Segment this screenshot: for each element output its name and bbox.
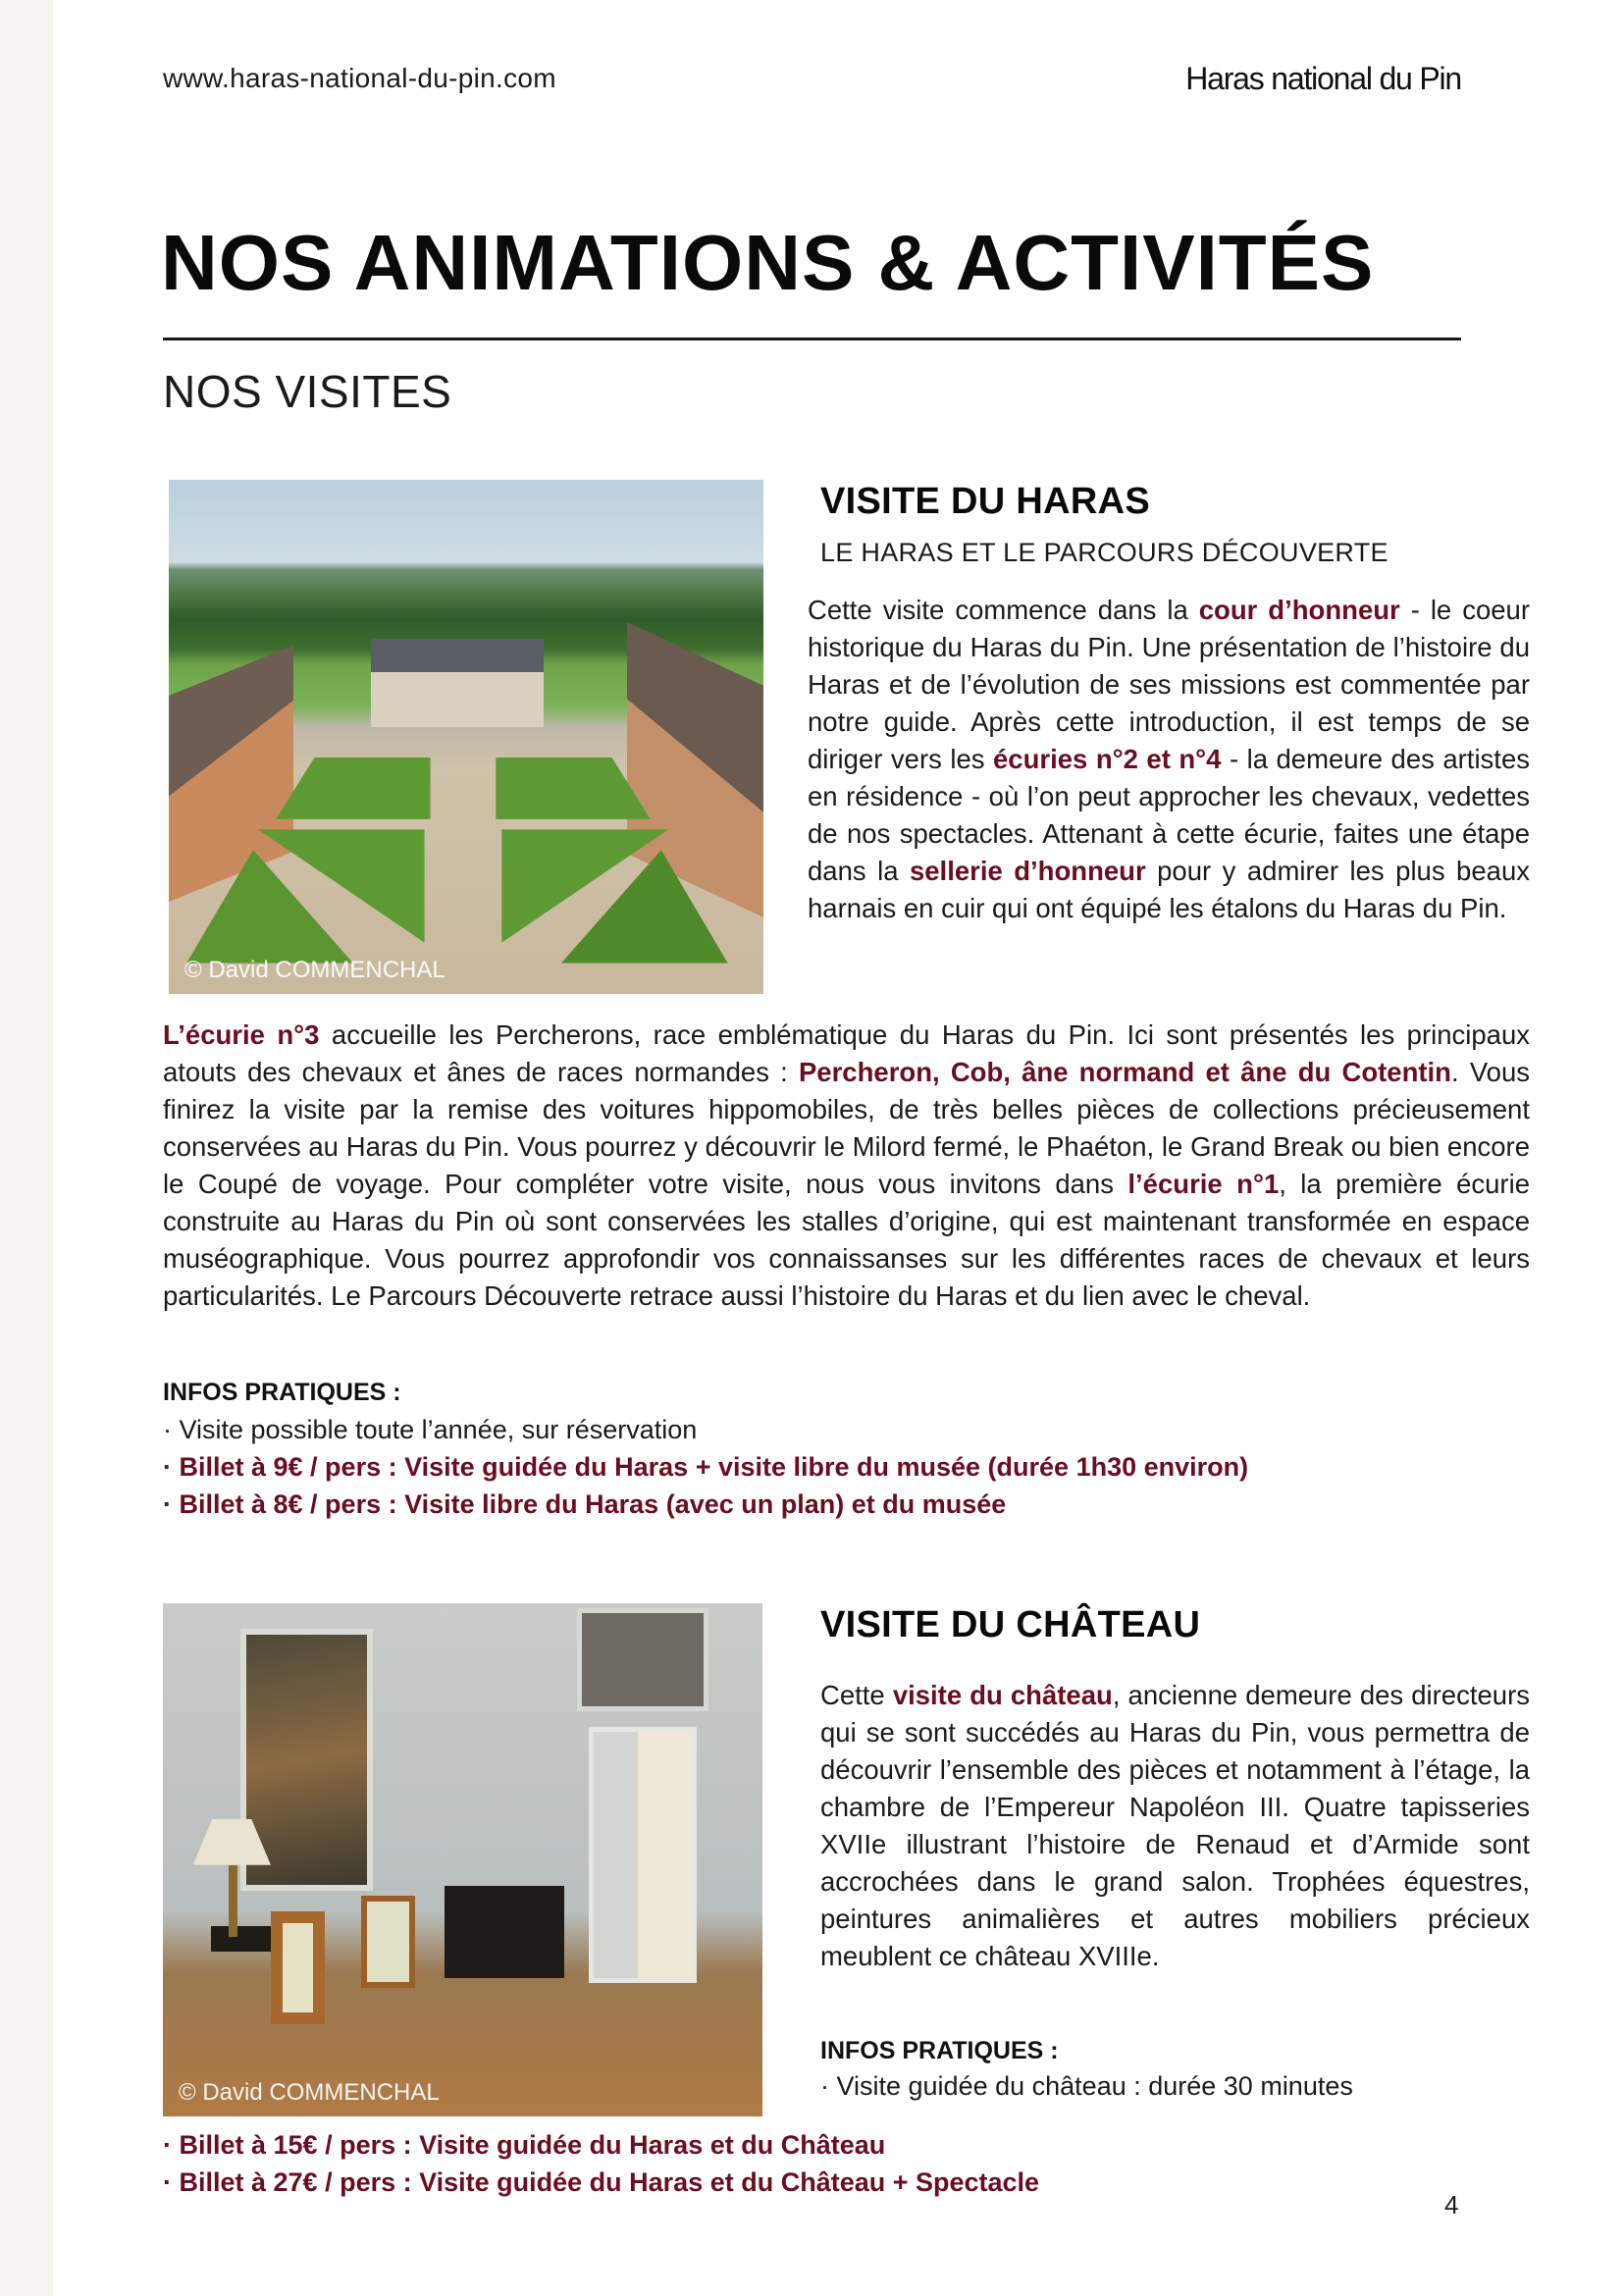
photo-stable-wing-left bbox=[169, 646, 293, 902]
haras-aerial-photo bbox=[169, 480, 763, 994]
photo-lawn bbox=[276, 757, 431, 819]
highlighted-term: visite du château bbox=[892, 1680, 1113, 1710]
highlighted-term: cour d’honneur bbox=[1198, 595, 1400, 625]
chateau-interior-photo bbox=[163, 1603, 762, 2116]
ticket-price-line: · Billet à 15€ / pers : Visite guidée du Haras et du Château bbox=[163, 2130, 886, 2160]
page-number: 4 bbox=[1444, 2190, 1459, 2219]
chateau-body-paragraph bbox=[820, 1677, 1530, 1975]
paragraph-text: . Vous finirez la visite par la remise des voitures hippomobiles, de très belles pièces de collections précieusement conservées au Haras du Pin. Vous pourrez y découvrir le Milord fermé, le Phaéton, le Grand Break ou bien encore le Coupé de voyage. Pour compléter votre visite, nous vous invitons dans bbox=[163, 1057, 1530, 1199]
paragraph-text: pour y admirer les plus beaux harnais en cuir qui ont équipé les étalons du Haras du Pin. bbox=[808, 856, 1530, 923]
chateau-infos-label: INFOS PRATIQUES : bbox=[820, 2037, 1059, 2064]
title-divider bbox=[163, 338, 1461, 340]
paragraph-text: - la demeure des artistes en résidence - où l’on peut approcher les chevaux, vedettes de nos spectacles. Attenant à cette écurie, faites une étape dans la bbox=[808, 744, 1530, 886]
photo-lamp-stand bbox=[229, 1865, 237, 1937]
paragraph-text: , la première écurie construite au Haras du Pin où sont conservées les stalles d’origine, qui est maintenant transformée en espace muséographique. Vous pourrez approfondir vos connaissanses sur les différentes races de chevaux et leurs particularités. Le Parcours Découverte retrace aussi l’histoire du Haras et du lien avec le cheval. bbox=[163, 1169, 1530, 1311]
paragraph-text: accueille les Percherons, race emblématique du Haras du Pin. Ici sont présentés les principaux atouts des chevaux et ânes de races normandes : bbox=[163, 1019, 1530, 1087]
chateau-section-title: VISITE DU CHÂTEAU bbox=[820, 1604, 1201, 1645]
highlighted-term: Percheron, Cob, âne normand et âne du Cotentin bbox=[798, 1057, 1451, 1087]
info-line: · Visite guidée du château : durée 30 minutes bbox=[820, 2071, 1353, 2101]
info-line: · Visite possible toute l’année, sur réservation bbox=[163, 1415, 698, 1444]
section-subtitle: NOS VISITES bbox=[163, 366, 452, 417]
paragraph-text: - le coeur historique du Haras du Pin. Une présentation de l’histoire du Haras et de l’évolution de ses missions est commentée par notre guide. Après cette introduction, il est temps de se diriger vers les bbox=[808, 595, 1530, 774]
haras-intro-paragraph bbox=[808, 592, 1530, 927]
page-title: NOS ANIMATIONS & ACTIVITÉS bbox=[161, 219, 1375, 306]
photo-desk bbox=[445, 1886, 564, 1978]
photo-chair bbox=[271, 1911, 325, 2024]
highlighted-term: L’écurie n°3 bbox=[163, 1019, 320, 1050]
haras-infos-label: INFOS PRATIQUES : bbox=[163, 1379, 401, 1406]
haras-section-subtitle: LE HARAS ET LE PARCOURS DÉCOUVERTE bbox=[820, 538, 1388, 567]
haras-body-paragraph bbox=[163, 1017, 1530, 1315]
photo-chateau-building bbox=[371, 639, 544, 726]
ticket-price-line: · Billet à 9€ / pers : Visite guidée du Haras + visite libre du musée (durée 1h30 environ) bbox=[163, 1452, 1249, 1482]
photo-relief-panel bbox=[577, 1608, 708, 1711]
paragraph-text: Cette bbox=[820, 1680, 893, 1710]
page-margin-strip bbox=[0, 0, 53, 2296]
photo-credit: © David COMMENCHAL bbox=[184, 957, 445, 983]
highlighted-term: l’écurie n°1 bbox=[1127, 1169, 1280, 1199]
photo-chair bbox=[361, 1896, 415, 1988]
paragraph-text: Cette visite commence dans la bbox=[808, 595, 1199, 625]
haras-section-title: VISITE DU HARAS bbox=[820, 481, 1150, 522]
ticket-price-line: · Billet à 27€ / pers : Visite guidée du Haras et du Château + Spectacle bbox=[163, 2167, 1040, 2197]
paragraph-text: , ancienne demeure des directeurs qui se sont succédés au Haras du Pin, vous permettra de découvrir l’ensemble des pièces et notamment à l’étage, la chambre de l’Empereur Napoléon III. Quatre tapisseries XVIIe illustrant l’histoire de Renaud et d’Armide sont accrochées dans le grand salon. Trophées équestres, peintures animalières et autres mobiliers précieux meublent ce château XVIIIe. bbox=[820, 1680, 1530, 1971]
highlighted-term: sellerie d’honneur bbox=[909, 856, 1146, 886]
photo-doorway bbox=[589, 1727, 697, 1984]
website-url[interactable]: www.haras-national-du-pin.com bbox=[163, 63, 556, 93]
brand-name: Haras national du Pin bbox=[1185, 61, 1461, 96]
ticket-price-line: · Billet à 8€ / pers : Visite libre du Haras (avec un plan) et du musée bbox=[163, 1489, 1007, 1519]
highlighted-term: écuries n°2 et n°4 bbox=[993, 744, 1222, 774]
photo-credit: © David COMMENCHAL bbox=[179, 2079, 440, 2106]
